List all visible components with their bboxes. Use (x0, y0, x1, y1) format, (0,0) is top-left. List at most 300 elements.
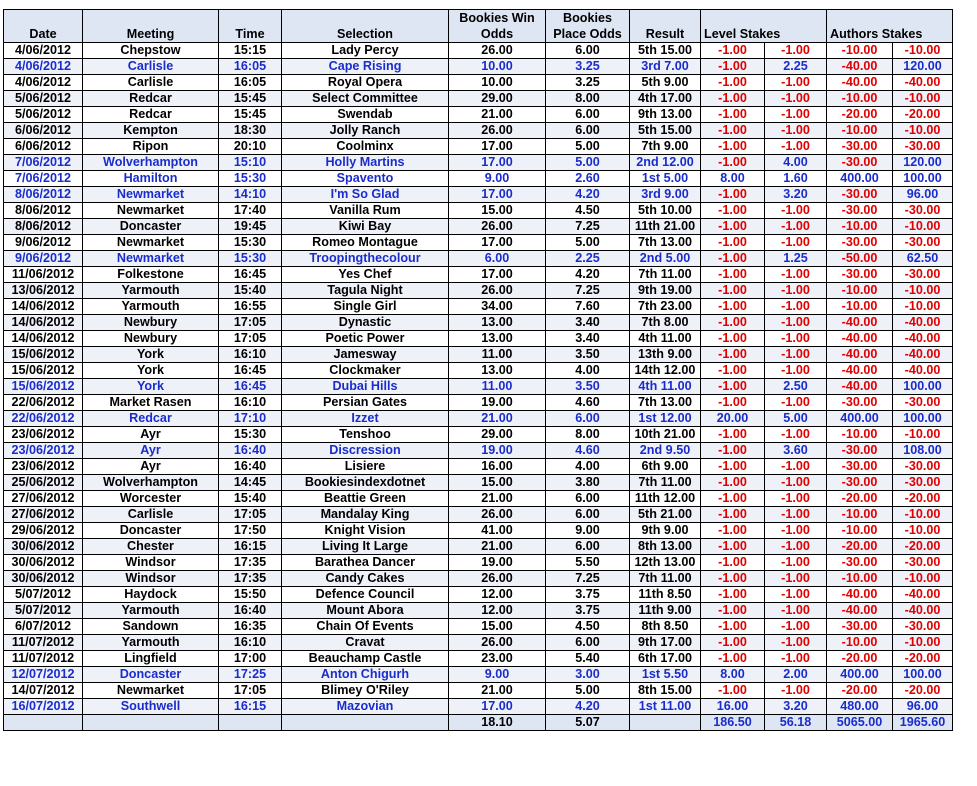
cell-win-odds: 26.00 (449, 635, 546, 651)
cell-selection: Barathea Dancer (282, 555, 449, 571)
cell-level-1: -1.00 (701, 523, 765, 539)
cell-place-odds: 3.75 (546, 603, 630, 619)
cell-result: 2nd 5.00 (630, 251, 701, 267)
cell-level-2: -1.00 (765, 427, 827, 443)
cell-selection: Cravat (282, 635, 449, 651)
table-row (4, 171, 953, 187)
cell-authors-2: -10.00 (893, 91, 953, 107)
cell-time: 16:40 (219, 459, 282, 475)
table-row (4, 75, 953, 91)
cell-time: 16:45 (219, 379, 282, 395)
cell-level-2: 2.50 (765, 379, 827, 395)
cell-level-2: 2.25 (765, 59, 827, 75)
cell-date: 23/06/2012 (4, 443, 83, 459)
cell-date: 7/06/2012 (4, 171, 83, 187)
table-row (4, 379, 953, 395)
cell-result: 2nd 9.50 (630, 443, 701, 459)
cell-selection: Defence Council (282, 587, 449, 603)
cell-selection: Candy Cakes (282, 571, 449, 587)
cell-meeting: Newmarket (83, 187, 219, 203)
cell-place-odds: 7.25 (546, 571, 630, 587)
cell-level-1: -1.00 (701, 75, 765, 91)
cell-level-1: -1.00 (701, 331, 765, 347)
table-row (4, 299, 953, 315)
cell-level-1: -1.00 (701, 619, 765, 635)
cell-date: 8/06/2012 (4, 203, 83, 219)
cell-level-1: -1.00 (701, 683, 765, 699)
cell-authors-1: -30.00 (827, 187, 893, 203)
cell-place-odds: 6.00 (546, 635, 630, 651)
cell-place-odds: 2.25 (546, 251, 630, 267)
cell-result: 5th 10.00 (630, 203, 701, 219)
cell-meeting: Ayr (83, 459, 219, 475)
table-row (4, 683, 953, 699)
cell-meeting: Windsor (83, 555, 219, 571)
cell-selection: Chain Of Events (282, 619, 449, 635)
cell-authors-1: -30.00 (827, 267, 893, 283)
cell-level-1: -1.00 (701, 395, 765, 411)
cell-meeting: Redcar (83, 107, 219, 123)
cell-level-1: -1.00 (701, 251, 765, 267)
cell-win-odds: 15.00 (449, 475, 546, 491)
cell-level-2: -1.00 (765, 587, 827, 603)
table-row (4, 331, 953, 347)
cell-date: 6/06/2012 (4, 123, 83, 139)
cell-result: 8th 15.00 (630, 683, 701, 699)
cell-time: 15:30 (219, 427, 282, 443)
cell-level-1: -1.00 (701, 59, 765, 75)
table-row (4, 155, 953, 171)
cell-place-odds: 4.00 (546, 459, 630, 475)
cell-meeting: Chester (83, 539, 219, 555)
cell-time: 16:15 (219, 699, 282, 715)
cell-level-2: -1.00 (765, 651, 827, 667)
table-row (4, 651, 953, 667)
cell-win-odds: 13.00 (449, 331, 546, 347)
cell-result: 5th 15.00 (630, 123, 701, 139)
cell-selection: Vanilla Rum (282, 203, 449, 219)
cell-result: 3rd 7.00 (630, 59, 701, 75)
cell-authors-1: -30.00 (827, 155, 893, 171)
cell-time: 17:35 (219, 571, 282, 587)
table-row (4, 443, 953, 459)
totals-win-odds: 18.10 (449, 715, 546, 731)
cell-win-odds: 26.00 (449, 123, 546, 139)
cell-meeting: Lingfield (83, 651, 219, 667)
cell-authors-2: -20.00 (893, 683, 953, 699)
cell-result: 13th 9.00 (630, 347, 701, 363)
cell-place-odds: 4.60 (546, 443, 630, 459)
cell-meeting: Wolverhampton (83, 475, 219, 491)
header-win-odds-line2: Odds (449, 26, 546, 43)
cell-win-odds: 21.00 (449, 411, 546, 427)
cell-win-odds: 13.00 (449, 315, 546, 331)
cell-level-2: 1.60 (765, 171, 827, 187)
cell-selection: Jolly Ranch (282, 123, 449, 139)
cell-place-odds: 6.00 (546, 107, 630, 123)
cell-authors-2: -40.00 (893, 75, 953, 91)
cell-place-odds: 5.40 (546, 651, 630, 667)
cell-place-odds: 8.00 (546, 427, 630, 443)
cell-level-2: -1.00 (765, 523, 827, 539)
cell-meeting: York (83, 363, 219, 379)
totals-row (4, 715, 953, 731)
cell-time: 14:45 (219, 475, 282, 491)
cell-place-odds: 3.50 (546, 379, 630, 395)
cell-date: 22/06/2012 (4, 411, 83, 427)
cell-level-1: -1.00 (701, 123, 765, 139)
cell-meeting: Redcar (83, 411, 219, 427)
cell-authors-1: -30.00 (827, 475, 893, 491)
cell-authors-2: -30.00 (893, 203, 953, 219)
cell-level-1: -1.00 (701, 43, 765, 59)
cell-level-2: -1.00 (765, 683, 827, 699)
cell-authors-1: -30.00 (827, 555, 893, 571)
cell-selection: Beauchamp Castle (282, 651, 449, 667)
table-row (4, 699, 953, 715)
cell-meeting: York (83, 347, 219, 363)
cell-level-2: -1.00 (765, 299, 827, 315)
cell-win-odds: 12.00 (449, 603, 546, 619)
cell-selection: Mount Abora (282, 603, 449, 619)
cell-authors-2: -30.00 (893, 555, 953, 571)
cell-time: 16:05 (219, 59, 282, 75)
cell-level-1: -1.00 (701, 283, 765, 299)
cell-date: 27/06/2012 (4, 507, 83, 523)
cell-selection: Poetic Power (282, 331, 449, 347)
cell-win-odds: 16.00 (449, 459, 546, 475)
cell-date: 16/07/2012 (4, 699, 83, 715)
cell-authors-2: -10.00 (893, 635, 953, 651)
table-row (4, 283, 953, 299)
cell-date: 14/07/2012 (4, 683, 83, 699)
cell-authors-2: -10.00 (893, 571, 953, 587)
cell-authors-2: 120.00 (893, 155, 953, 171)
cell-authors-1: -40.00 (827, 315, 893, 331)
cell-place-odds: 4.50 (546, 203, 630, 219)
cell-authors-1: -40.00 (827, 347, 893, 363)
cell-date: 27/06/2012 (4, 491, 83, 507)
cell-place-odds: 3.00 (546, 667, 630, 683)
cell-authors-2: -10.00 (893, 219, 953, 235)
cell-meeting: Newmarket (83, 235, 219, 251)
cell-authors-2: -20.00 (893, 539, 953, 555)
cell-win-odds: 17.00 (449, 699, 546, 715)
cell-place-odds: 3.80 (546, 475, 630, 491)
cell-authors-1: -10.00 (827, 571, 893, 587)
table-row (4, 411, 953, 427)
table-row (4, 619, 953, 635)
cell-date: 15/06/2012 (4, 379, 83, 395)
cell-time: 16:40 (219, 603, 282, 619)
cell-level-1: -1.00 (701, 475, 765, 491)
cell-level-2: -1.00 (765, 219, 827, 235)
cell-result: 7th 13.00 (630, 235, 701, 251)
cell-level-2: -1.00 (765, 267, 827, 283)
cell-date: 7/06/2012 (4, 155, 83, 171)
cell-authors-1: -40.00 (827, 75, 893, 91)
cell-date: 5/06/2012 (4, 91, 83, 107)
cell-date: 13/06/2012 (4, 283, 83, 299)
cell-place-odds: 6.00 (546, 411, 630, 427)
cell-time: 17:50 (219, 523, 282, 539)
cell-result: 9th 9.00 (630, 523, 701, 539)
table-row (4, 251, 953, 267)
cell-result: 1st 12.00 (630, 411, 701, 427)
cell-selection: Dubai Hills (282, 379, 449, 395)
cell-date: 9/06/2012 (4, 251, 83, 267)
cell-win-odds: 26.00 (449, 571, 546, 587)
totals-authors-2: 1965.60 (893, 715, 953, 731)
cell-win-odds: 15.00 (449, 619, 546, 635)
cell-time: 17:05 (219, 331, 282, 347)
totals-level-1: 186.50 (701, 715, 765, 731)
cell-time: 17:05 (219, 683, 282, 699)
cell-win-odds: 11.00 (449, 347, 546, 363)
cell-win-odds: 11.00 (449, 379, 546, 395)
cell-date: 14/06/2012 (4, 331, 83, 347)
cell-level-1: -1.00 (701, 651, 765, 667)
cell-time: 18:30 (219, 123, 282, 139)
cell-authors-2: -10.00 (893, 43, 953, 59)
cell-level-1: -1.00 (701, 379, 765, 395)
totals-blank (630, 715, 701, 731)
table-row (4, 523, 953, 539)
cell-meeting: Redcar (83, 91, 219, 107)
cell-win-odds: 9.00 (449, 667, 546, 683)
cell-authors-2: -30.00 (893, 235, 953, 251)
cell-date: 4/06/2012 (4, 43, 83, 59)
cell-result: 11th 9.00 (630, 603, 701, 619)
cell-meeting: Kempton (83, 123, 219, 139)
cell-authors-1: 400.00 (827, 171, 893, 187)
cell-time: 15:50 (219, 587, 282, 603)
cell-win-odds: 19.00 (449, 395, 546, 411)
cell-level-1: 8.00 (701, 171, 765, 187)
cell-authors-1: -10.00 (827, 523, 893, 539)
cell-authors-2: -30.00 (893, 475, 953, 491)
cell-result: 4th 11.00 (630, 331, 701, 347)
cell-authors-2: -30.00 (893, 395, 953, 411)
cell-meeting: Windsor (83, 571, 219, 587)
cell-meeting: Market Rasen (83, 395, 219, 411)
cell-result: 5th 15.00 (630, 43, 701, 59)
cell-level-2: -1.00 (765, 459, 827, 475)
cell-authors-2: -10.00 (893, 523, 953, 539)
cell-time: 16:05 (219, 75, 282, 91)
cell-authors-2: -30.00 (893, 139, 953, 155)
cell-level-1: -1.00 (701, 107, 765, 123)
cell-level-1: -1.00 (701, 603, 765, 619)
cell-time: 16:40 (219, 443, 282, 459)
cell-authors-1: -10.00 (827, 427, 893, 443)
cell-level-2: -1.00 (765, 507, 827, 523)
cell-result: 2nd 12.00 (630, 155, 701, 171)
cell-authors-2: 96.00 (893, 699, 953, 715)
cell-authors-1: 400.00 (827, 411, 893, 427)
cell-date: 30/06/2012 (4, 555, 83, 571)
cell-date: 4/06/2012 (4, 59, 83, 75)
cell-level-2: -1.00 (765, 315, 827, 331)
table-row (4, 219, 953, 235)
cell-level-2: -1.00 (765, 283, 827, 299)
cell-authors-1: -30.00 (827, 235, 893, 251)
cell-meeting: York (83, 379, 219, 395)
cell-level-1: -1.00 (701, 539, 765, 555)
cell-selection: Discression (282, 443, 449, 459)
cell-meeting: Doncaster (83, 219, 219, 235)
cell-result: 4th 17.00 (630, 91, 701, 107)
table-row (4, 107, 953, 123)
cell-level-1: 8.00 (701, 667, 765, 683)
cell-win-odds: 17.00 (449, 139, 546, 155)
cell-authors-1: -20.00 (827, 491, 893, 507)
cell-time: 16:10 (219, 347, 282, 363)
cell-level-2: -1.00 (765, 363, 827, 379)
cell-win-odds: 6.00 (449, 251, 546, 267)
cell-authors-1: -40.00 (827, 363, 893, 379)
cell-time: 15:15 (219, 43, 282, 59)
cell-time: 17:10 (219, 411, 282, 427)
cell-date: 15/06/2012 (4, 363, 83, 379)
cell-authors-2: -30.00 (893, 459, 953, 475)
cell-win-odds: 21.00 (449, 107, 546, 123)
totals-blank (83, 715, 219, 731)
cell-meeting: Ripon (83, 139, 219, 155)
cell-level-1: -1.00 (701, 571, 765, 587)
cell-level-1: -1.00 (701, 363, 765, 379)
cell-level-1: -1.00 (701, 443, 765, 459)
cell-place-odds: 3.40 (546, 315, 630, 331)
cell-date: 15/06/2012 (4, 347, 83, 363)
cell-result: 11th 8.50 (630, 587, 701, 603)
cell-place-odds: 3.40 (546, 331, 630, 347)
cell-result: 9th 19.00 (630, 283, 701, 299)
table-row (4, 315, 953, 331)
cell-level-1: -1.00 (701, 459, 765, 475)
cell-authors-2: 100.00 (893, 379, 953, 395)
cell-time: 15:40 (219, 491, 282, 507)
cell-level-1: -1.00 (701, 187, 765, 203)
cell-level-2: -1.00 (765, 395, 827, 411)
cell-meeting: Sandown (83, 619, 219, 635)
cell-level-2: -1.00 (765, 43, 827, 59)
cell-level-1: -1.00 (701, 267, 765, 283)
cell-place-odds: 4.60 (546, 395, 630, 411)
cell-level-1: -1.00 (701, 347, 765, 363)
header-win-odds-line1: Bookies Win (449, 10, 546, 27)
cell-meeting: Ayr (83, 427, 219, 443)
cell-meeting: Yarmouth (83, 635, 219, 651)
totals-blank (4, 715, 83, 731)
totals-blank (282, 715, 449, 731)
cell-selection: Beattie Green (282, 491, 449, 507)
cell-authors-1: -50.00 (827, 251, 893, 267)
cell-place-odds: 4.20 (546, 699, 630, 715)
cell-win-odds: 26.00 (449, 507, 546, 523)
cell-meeting: Newmarket (83, 203, 219, 219)
cell-selection: Persian Gates (282, 395, 449, 411)
table-row (4, 187, 953, 203)
table-row (4, 363, 953, 379)
totals-level-2: 56.18 (765, 715, 827, 731)
table-row (4, 395, 953, 411)
cell-time: 17:05 (219, 315, 282, 331)
cell-place-odds: 3.75 (546, 587, 630, 603)
table-row (4, 139, 953, 155)
table-row (4, 347, 953, 363)
cell-authors-2: -20.00 (893, 651, 953, 667)
cell-win-odds: 21.00 (449, 539, 546, 555)
cell-place-odds: 7.60 (546, 299, 630, 315)
cell-authors-2: -40.00 (893, 331, 953, 347)
cell-result: 1st 11.00 (630, 699, 701, 715)
cell-selection: Yes Chef (282, 267, 449, 283)
cell-level-2: 2.00 (765, 667, 827, 683)
cell-level-1: -1.00 (701, 507, 765, 523)
cell-result: 8th 8.50 (630, 619, 701, 635)
cell-level-2: -1.00 (765, 539, 827, 555)
cell-result: 6th 17.00 (630, 651, 701, 667)
cell-authors-1: -40.00 (827, 603, 893, 619)
cell-place-odds: 9.00 (546, 523, 630, 539)
cell-meeting: Newmarket (83, 683, 219, 699)
table-row (4, 555, 953, 571)
cell-date: 14/06/2012 (4, 315, 83, 331)
cell-date: 6/06/2012 (4, 139, 83, 155)
cell-place-odds: 6.00 (546, 491, 630, 507)
cell-authors-1: -10.00 (827, 91, 893, 107)
cell-level-2: -1.00 (765, 75, 827, 91)
cell-level-2: -1.00 (765, 203, 827, 219)
cell-authors-2: 96.00 (893, 187, 953, 203)
header-meeting: Meeting (83, 10, 219, 43)
cell-time: 16:55 (219, 299, 282, 315)
cell-date: 5/06/2012 (4, 107, 83, 123)
table-row (4, 507, 953, 523)
cell-selection: Lady Percy (282, 43, 449, 59)
cell-result: 12th 13.00 (630, 555, 701, 571)
cell-win-odds: 41.00 (449, 523, 546, 539)
cell-level-1: -1.00 (701, 299, 765, 315)
table-row (4, 43, 953, 59)
cell-date: 8/06/2012 (4, 219, 83, 235)
header-date: Date (4, 10, 83, 43)
cell-date: 9/06/2012 (4, 235, 83, 251)
cell-meeting: Folkestone (83, 267, 219, 283)
cell-time: 14:10 (219, 187, 282, 203)
cell-win-odds: 19.00 (449, 443, 546, 459)
cell-authors-1: -40.00 (827, 59, 893, 75)
cell-level-2: -1.00 (765, 491, 827, 507)
cell-selection: Mazovian (282, 699, 449, 715)
table-row (4, 91, 953, 107)
cell-meeting: Wolverhampton (83, 155, 219, 171)
cell-selection: Kiwi Bay (282, 219, 449, 235)
cell-authors-2: -40.00 (893, 347, 953, 363)
cell-authors-2: -10.00 (893, 507, 953, 523)
cell-level-2: -1.00 (765, 91, 827, 107)
cell-win-odds: 26.00 (449, 43, 546, 59)
header-level-stakes: Level Stakes (701, 10, 827, 43)
table-row (4, 203, 953, 219)
cell-place-odds: 8.00 (546, 91, 630, 107)
cell-meeting: Carlisle (83, 507, 219, 523)
cell-time: 16:45 (219, 267, 282, 283)
header-time: Time (219, 10, 282, 43)
header-selection: Selection (282, 10, 449, 43)
cell-date: 30/06/2012 (4, 539, 83, 555)
